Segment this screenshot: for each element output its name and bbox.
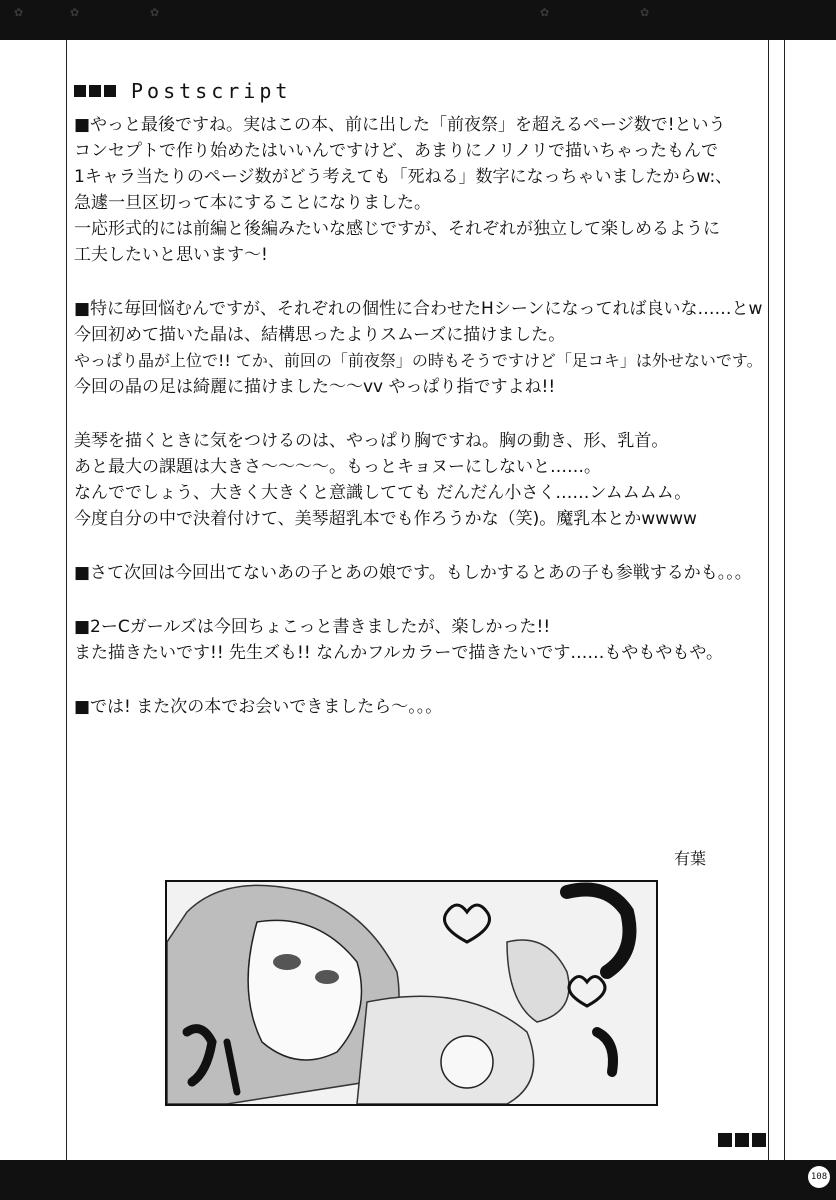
sketch-illustration <box>167 882 656 1104</box>
text-line: ■やっと最後ですね。実はこの本、前に出した「前夜祭」を超えるページ数で!という <box>74 115 726 135</box>
end-square-icon <box>735 1133 749 1147</box>
text-line: 1キャラ当たりのページ数がどう考えても「死ねる」数字になっちゃいましたからw:、 <box>74 167 733 187</box>
flower-ornament-icon: ✿ <box>14 6 24 19</box>
text-line: また描きたいです!! 先生ズも!! なんかフルカラーで描きたいです……もやもやもや。 <box>74 643 724 663</box>
end-marks <box>718 1133 766 1147</box>
heading-square-icon <box>89 85 101 97</box>
page-title: Postscript <box>131 79 292 103</box>
heading-square-icon <box>74 85 86 97</box>
illustration-panel <box>165 880 658 1106</box>
text-line: ■2ーCガールズは今回ちょこっと書きましたが、楽しかった!! <box>74 617 551 637</box>
paragraph-3 <box>74 428 754 532</box>
text-line: 今度自分の中で決着付けて、美琴超乳本でも作ろうかな（笑)。魔乳本とかwwww <box>74 509 697 529</box>
text-line: 今回初めて描いた晶は、結構思ったよりスムーズに描けました。 <box>74 325 566 345</box>
end-square-icon <box>752 1133 766 1147</box>
paragraph-6 <box>74 694 754 720</box>
postscript-body <box>74 112 763 748</box>
text-line: 美琴を描くときに気をつけるのは、やっぱり胸ですね。胸の動き、形、乳首。 <box>74 431 669 451</box>
text-line: ■さて次回は今回出てないあの子とあの娘です。もしかするとあの子も参戦するかも。。。 <box>74 563 752 583</box>
flower-ornament-icon: ✿ <box>540 6 550 19</box>
text-line: 急遽一旦区切って本にすることになりました。 <box>74 193 431 213</box>
text-line: 一応形式的には前編と後編みたいな感じですが、それぞれが独立して楽しめるように <box>74 219 720 239</box>
paragraph-1 <box>74 112 754 268</box>
paragraph-5 <box>74 614 754 666</box>
text-line: ■特に毎回悩むんですが、それぞれの個性に合わせたHシーンになってれば良いな……とw <box>74 299 763 319</box>
flower-ornament-icon: ✿ <box>150 6 160 19</box>
flower-ornament-icon: ✿ <box>640 6 650 19</box>
right-rule-outer <box>784 40 785 1160</box>
text-line: あと最大の課題は大きさ〜〜〜〜。もっとキョヌーにしないと……。 <box>74 457 601 477</box>
top-border-band <box>0 0 836 40</box>
bottom-border-band <box>0 1160 836 1200</box>
end-square-icon <box>718 1133 732 1147</box>
heading-square-icon <box>104 85 116 97</box>
text-line: ■では! また次の本でお会いできましたら〜。。。 <box>74 697 443 717</box>
section-heading <box>74 78 291 104</box>
paragraph-2 <box>74 296 763 400</box>
text-line: 今回の晶の足は綺麗に描けました〜〜vv やっぱり指ですよね!! <box>74 377 556 397</box>
page-number: 108 <box>808 1166 830 1188</box>
paragraph-4 <box>74 560 754 586</box>
text-line: なんででしょう、大きく大きくと意識してても だんだん小さく……ンムムムム。 <box>74 483 692 503</box>
text-line: 工夫したいと思います〜! <box>74 245 268 265</box>
left-rule <box>66 40 67 1160</box>
right-rule-inner <box>768 40 769 1160</box>
text-line: やっぱり晶が上位で!! てか、前回の「前夜祭」の時もそうですけど「足コキ」は外せないです。 <box>74 351 763 370</box>
flower-ornament-icon: ✿ <box>70 6 80 19</box>
text-line: コンセプトで作り始めたはいいんですけど、あまりにノリノリで描いちゃったもんで <box>74 141 718 161</box>
author-signature: 有葉 <box>674 849 707 868</box>
